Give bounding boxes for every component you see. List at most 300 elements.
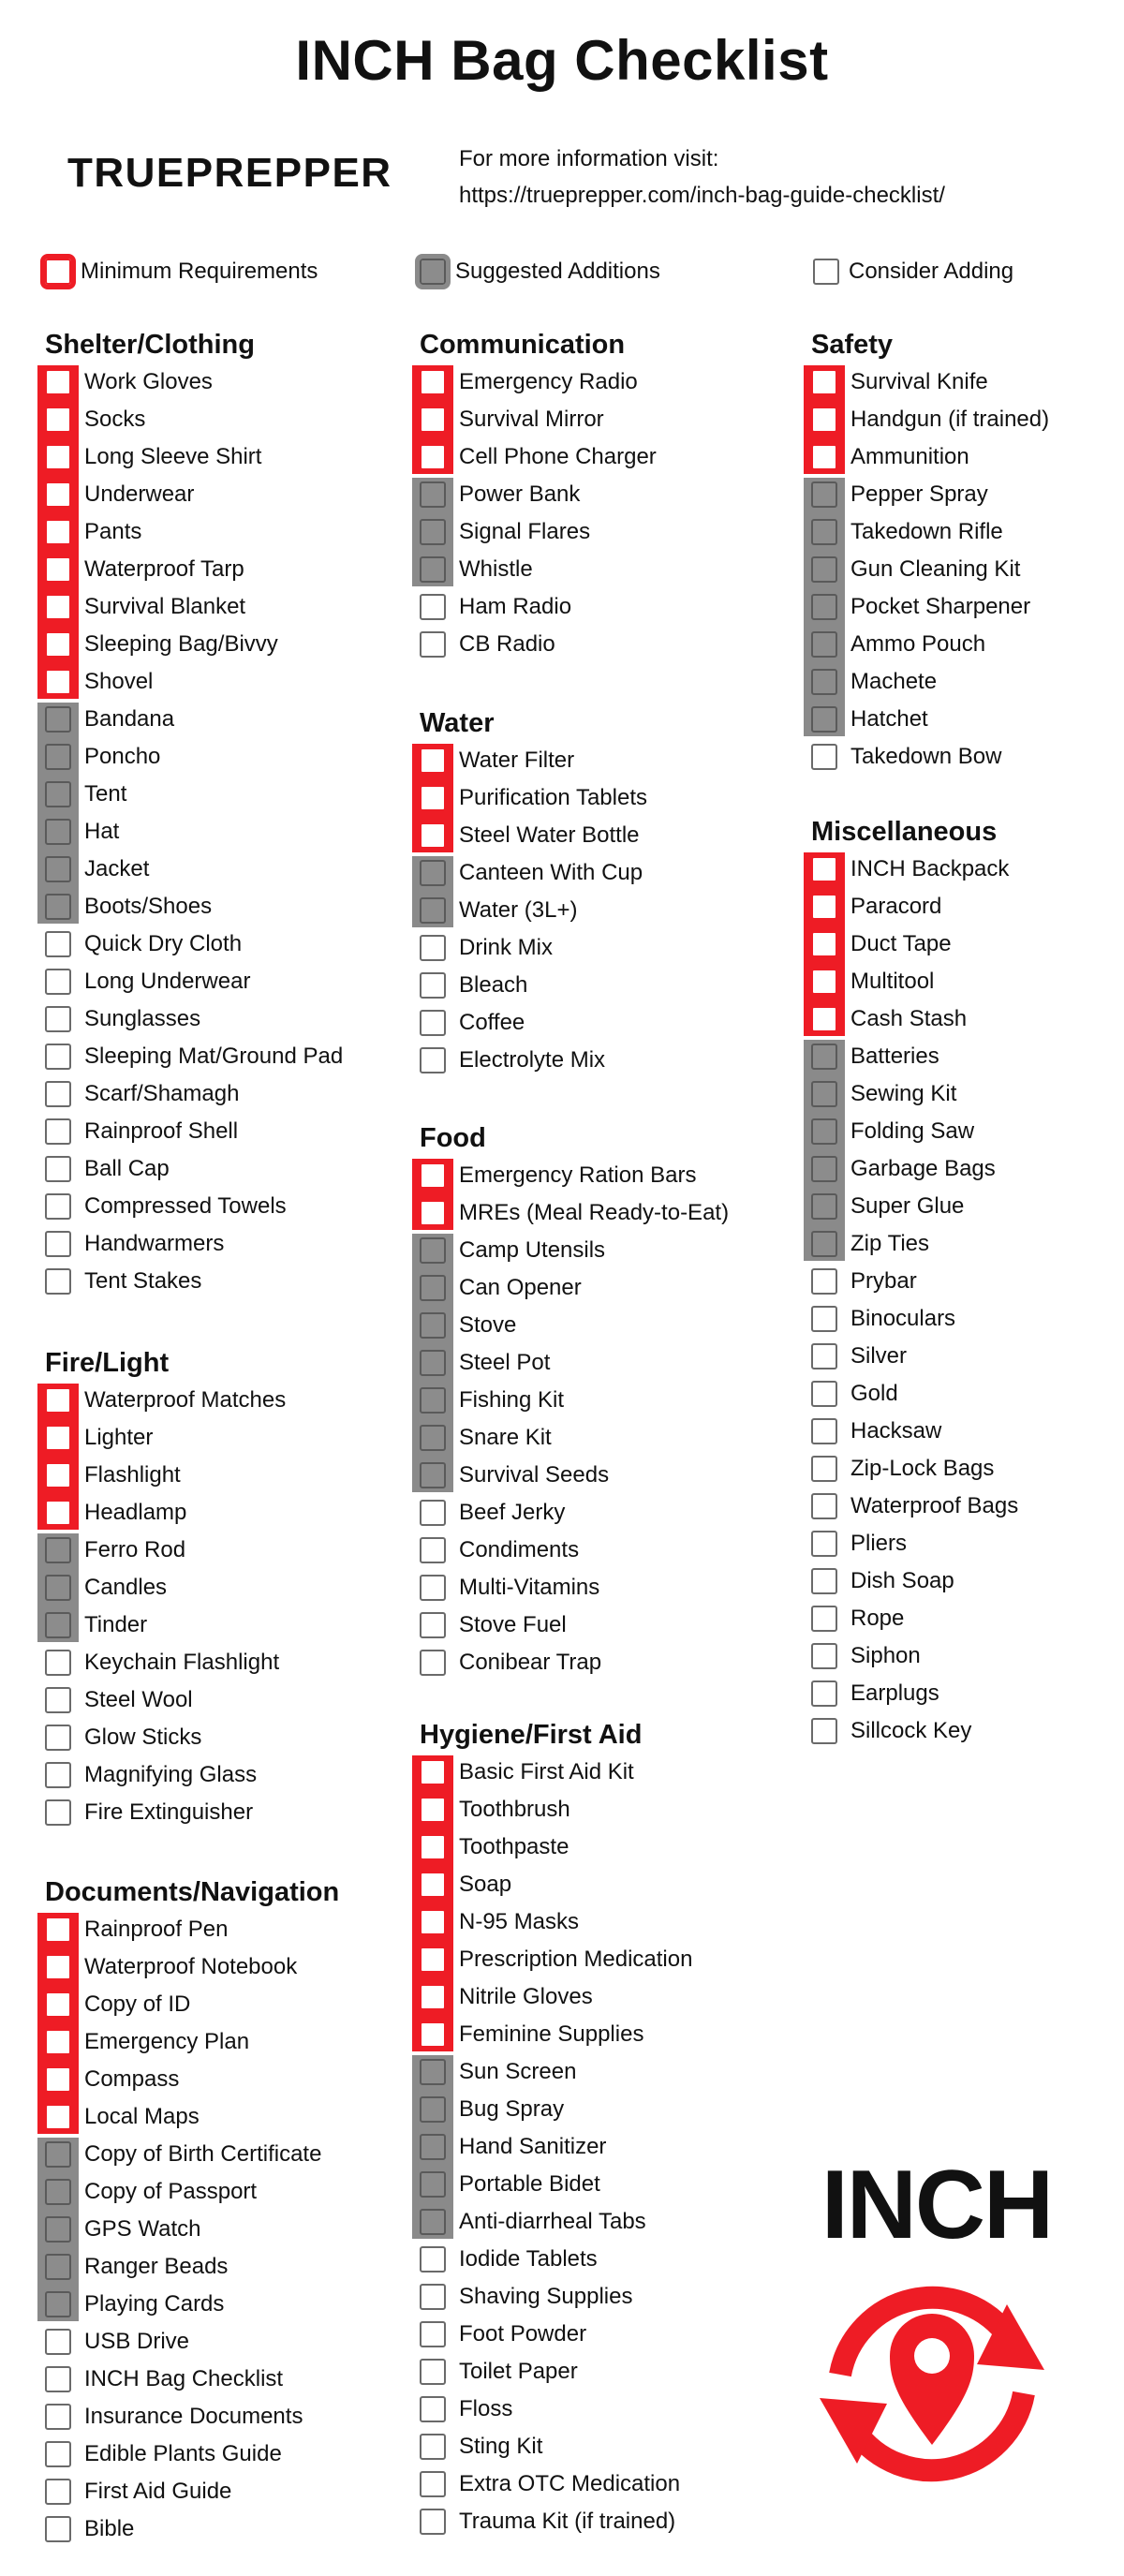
checklist-item[interactable] [37,1419,401,1457]
section [45,1344,401,1831]
checkbox[interactable] [420,2209,446,2235]
checklist-item[interactable] [37,2023,401,2061]
checklist-item[interactable] [37,1038,401,1075]
item-label: Ammunition [850,444,969,469]
checkbox[interactable] [45,931,71,957]
checklist-item[interactable] [412,1157,776,1194]
checklist-item[interactable] [412,1606,776,1644]
checklist-item[interactable] [37,1911,401,1948]
checkbox[interactable] [420,935,446,961]
checklist-item[interactable] [37,2211,401,2248]
checklist-item[interactable] [37,663,401,701]
checklist-item[interactable] [37,1000,401,1038]
checklist-item[interactable] [37,513,401,551]
checkbox[interactable] [45,2216,71,2243]
checkbox[interactable] [811,1568,837,1594]
checklist-item[interactable] [804,1562,1124,1600]
checkbox[interactable] [420,2059,446,2085]
checklist-item[interactable] [37,2061,401,2098]
item-list [37,1382,401,1831]
checklist-item[interactable] [412,2428,776,2465]
checkbox[interactable] [45,1425,71,1451]
checkbox[interactable] [420,594,446,620]
checklist-item[interactable] [412,1232,776,1269]
checkbox[interactable] [420,631,446,658]
checklist-item[interactable] [412,626,776,663]
checkbox[interactable] [45,519,71,545]
checkbox[interactable] [45,1118,71,1145]
checkbox[interactable] [420,1162,446,1189]
checklist-item[interactable] [804,888,1124,925]
checkbox[interactable] [811,1531,837,1557]
checkbox[interactable] [811,894,837,920]
checklist-item[interactable] [804,1675,1124,1712]
checklist-item[interactable] [804,851,1124,888]
checkbox[interactable] [811,444,837,470]
checkbox[interactable] [811,1418,837,1444]
checkbox[interactable] [45,2366,71,2392]
checklist-item[interactable] [804,1113,1124,1150]
checkbox[interactable] [45,1044,71,1070]
checklist-item[interactable] [37,1606,401,1644]
checkbox[interactable] [420,1500,446,1526]
checkbox[interactable] [45,894,71,920]
checklist-item[interactable] [804,1263,1124,1300]
checklist-item[interactable] [37,1569,401,1606]
checkbox[interactable] [45,2029,71,2055]
checkbox[interactable] [45,781,71,807]
checklist-item[interactable] [412,742,776,779]
checklist-item[interactable] [412,401,776,438]
checkbox[interactable] [45,2441,71,2467]
checkbox[interactable] [811,594,837,620]
checkbox[interactable] [420,2471,446,2497]
checkbox[interactable] [811,1044,837,1070]
checklist-item[interactable] [412,967,776,1004]
checklist-item[interactable] [804,1712,1124,1750]
checkbox[interactable] [45,1799,71,1826]
checklist-item[interactable] [37,925,401,963]
checkbox[interactable] [45,1268,71,1295]
checklist-item[interactable] [412,1344,776,1382]
checklist-item[interactable] [412,2203,776,2241]
checklist-item[interactable] [804,1075,1124,1113]
checklist-item[interactable] [804,1450,1124,1488]
checkbox[interactable] [811,556,837,583]
checklist-item[interactable] [412,513,776,551]
checkbox[interactable] [811,1643,837,1669]
checklist-item[interactable] [804,1413,1124,1450]
checkbox[interactable] [420,897,446,924]
checklist-item[interactable] [412,1269,776,1307]
checkbox[interactable] [420,2021,446,2048]
checkbox[interactable] [420,2171,446,2198]
checklist-item[interactable] [37,1532,401,1569]
checkbox[interactable] [45,1500,71,1526]
item-list [412,363,776,663]
checkbox[interactable] [811,1381,837,1407]
checkbox[interactable] [811,1118,837,1145]
checkbox[interactable] [45,2066,71,2093]
checkbox[interactable] [420,2246,446,2273]
checklist-item[interactable] [412,1791,776,1828]
checklist-item[interactable] [37,1719,401,1756]
checkbox[interactable] [420,1010,446,1036]
checklist-item[interactable] [412,476,776,513]
checkbox[interactable] [811,931,837,957]
checklist-item[interactable] [412,1494,776,1532]
checkbox[interactable] [45,1917,71,1943]
checklist-item[interactable] [37,1225,401,1263]
checkbox[interactable] [45,1387,71,1414]
checklist-item[interactable] [37,2248,401,2286]
item-label: Zip-Lock Bags [850,1456,995,1481]
checkbox[interactable] [45,706,71,733]
checklist-item[interactable] [804,1375,1124,1413]
checklist-item[interactable] [412,2465,776,2503]
checklist-item[interactable] [804,1488,1124,1525]
checklist-item[interactable] [37,1150,401,1188]
checklist-item[interactable] [412,438,776,476]
checkbox[interactable] [420,1984,446,2010]
checklist-item[interactable] [37,2098,401,2136]
item-label: Candles [84,1575,168,1600]
checkbox[interactable] [811,1306,837,1332]
checkbox[interactable] [420,1909,446,1935]
checklist-item[interactable] [804,588,1124,626]
checkbox[interactable] [420,1425,446,1451]
checkbox[interactable] [420,407,446,433]
checkbox[interactable] [811,1680,837,1707]
checklist-item[interactable] [412,1532,776,1569]
checklist-item[interactable] [37,401,401,438]
checkbox[interactable] [811,631,837,658]
checkbox[interactable] [420,1872,446,1898]
checkbox[interactable] [420,1947,446,1973]
checklist-item[interactable] [804,738,1124,776]
checkbox[interactable] [420,2284,446,2310]
checkbox[interactable] [420,1834,446,1860]
checkbox[interactable] [420,1612,446,1638]
checkbox[interactable] [420,860,446,886]
checklist-item[interactable] [412,854,776,892]
checkbox[interactable] [45,1725,71,1751]
checklist-item[interactable] [37,588,401,626]
checkbox[interactable] [45,969,71,995]
checkbox[interactable] [420,2359,446,2385]
checklist-item[interactable] [37,2136,401,2173]
checklist-item[interactable] [412,2503,776,2540]
checklist-item[interactable] [804,401,1124,438]
item-label: Socks [84,407,146,432]
checkbox[interactable] [420,1350,446,1376]
checklist-item[interactable] [412,2391,776,2428]
checkbox[interactable] [811,369,837,395]
checkbox[interactable] [45,1612,71,1638]
checklist-item[interactable] [412,588,776,626]
checkbox[interactable] [45,2479,71,2505]
checkbox[interactable] [420,748,446,774]
checkbox[interactable] [811,1081,837,1107]
checkbox[interactable] [45,1650,71,1676]
checklist-item[interactable] [804,1225,1124,1263]
section [811,326,1124,776]
checkbox[interactable] [811,519,837,545]
checklist-item[interactable] [804,1188,1124,1225]
checklist-item[interactable] [37,2398,401,2435]
checkbox[interactable] [420,556,446,583]
checklist-item[interactable] [412,817,776,854]
checkbox[interactable] [45,2291,71,2317]
item-list [412,742,776,1079]
checklist-item[interactable] [412,1978,776,2016]
checkbox[interactable] [811,1193,837,1220]
checklist-item[interactable] [37,1075,401,1113]
checkbox[interactable] [811,1718,837,1744]
checklist-item[interactable] [412,1004,776,1042]
checkbox[interactable] [420,1537,446,1563]
checkbox[interactable] [45,2404,71,2430]
checklist-item[interactable] [37,2323,401,2361]
checkbox[interactable] [45,631,71,658]
checklist-item[interactable] [804,663,1124,701]
checklist-item[interactable] [412,779,776,817]
checkbox[interactable] [420,1200,446,1226]
checklist-item[interactable] [412,1194,776,1232]
checklist-item[interactable] [412,1903,776,1941]
checklist-item[interactable] [804,438,1124,476]
checklist-item[interactable] [804,1525,1124,1562]
checklist-item[interactable] [412,1457,776,1494]
checklist-item[interactable] [412,1941,776,1978]
item-label: Quick Dry Cloth [84,931,243,956]
checklist-item[interactable] [37,1794,401,1831]
checkbox[interactable] [811,1606,837,1632]
checklist-item[interactable] [804,363,1124,401]
checklist-item[interactable] [804,1637,1124,1675]
checkbox[interactable] [420,481,446,508]
checklist-item[interactable] [412,1419,776,1457]
checkbox[interactable] [45,2516,71,2542]
checklist-item[interactable] [412,1382,776,1419]
checklist-item[interactable] [412,2016,776,2053]
checklist-item[interactable] [37,1948,401,1986]
checklist-item[interactable] [412,2091,776,2128]
checkbox[interactable] [420,2509,446,2535]
checklist-item[interactable] [37,1382,401,1419]
checklist-item[interactable] [804,1038,1124,1075]
checkbox[interactable] [420,1312,446,1339]
checklist-item[interactable] [37,776,401,813]
checklist-item[interactable] [37,701,401,738]
checklist-item[interactable] [412,1644,776,1681]
checklist-item[interactable] [37,1457,401,1494]
checkbox[interactable] [45,2179,71,2205]
checkbox[interactable] [420,1650,446,1676]
checklist-item[interactable] [804,626,1124,663]
checkbox[interactable] [45,2254,71,2280]
checkbox[interactable] [420,2434,446,2460]
checkbox[interactable] [811,1343,837,1369]
checkbox[interactable] [45,1156,71,1182]
checklist-item[interactable] [412,2241,776,2278]
checklist-item[interactable] [37,2361,401,2398]
checkbox[interactable] [420,785,446,811]
checkbox[interactable] [811,706,837,733]
checkbox[interactable] [45,407,71,433]
item-label: Toilet Paper [459,2359,578,2384]
checkbox[interactable] [420,369,446,395]
checklist-item[interactable] [412,2053,776,2091]
item-label: Siphon [850,1643,921,1668]
checkbox[interactable] [420,1797,446,1823]
checklist-item[interactable] [37,363,401,401]
checklist-item[interactable] [37,1263,401,1300]
checklist-item[interactable] [412,1042,776,1079]
checklist-item[interactable] [412,1866,776,1903]
checklist-item[interactable] [412,1569,776,1606]
checkbox[interactable] [811,1493,837,1519]
checklist-item[interactable] [412,363,776,401]
checkbox[interactable] [45,1006,71,1032]
checklist-item[interactable] [37,438,401,476]
checklist-item[interactable] [412,929,776,967]
checklist-item[interactable] [37,626,401,663]
checkbox[interactable] [420,1759,446,1785]
checkbox[interactable] [45,1081,71,1107]
checklist-item[interactable] [37,738,401,776]
checklist-item[interactable] [804,1150,1124,1188]
checkbox[interactable] [420,1387,446,1414]
checkbox[interactable] [811,1006,837,1032]
checkbox[interactable] [420,1462,446,1488]
checklist-item[interactable] [37,1986,401,2023]
checkbox[interactable] [811,407,837,433]
item-label: Ball Cap [84,1156,170,1181]
checklist-item[interactable] [37,2473,401,2510]
checkbox[interactable] [811,1456,837,1482]
checklist-item[interactable] [37,1188,401,1225]
checkbox[interactable] [811,1156,837,1182]
checklist-item[interactable] [412,2128,776,2166]
checklist-item[interactable] [412,2278,776,2316]
checklist-item[interactable] [37,1756,401,1794]
checklist-item[interactable] [37,888,401,925]
item-label: Floss [459,2396,513,2421]
checkbox[interactable] [420,1575,446,1601]
checklist-item[interactable] [37,2286,401,2323]
checkbox[interactable] [45,856,71,882]
checklist-item[interactable] [412,1754,776,1791]
checkbox[interactable] [420,2396,446,2422]
checkbox[interactable] [45,2141,71,2168]
checklist-item[interactable] [37,2510,401,2548]
checklist-item[interactable] [804,963,1124,1000]
checkbox[interactable] [811,744,837,770]
checklist-item[interactable] [37,963,401,1000]
checklist-item[interactable] [37,2173,401,2211]
checkbox[interactable] [420,2096,446,2123]
checklist-item[interactable] [412,2166,776,2203]
checkbox[interactable] [420,1237,446,1264]
checklist-item[interactable] [37,1644,401,1681]
checkbox[interactable] [45,1991,71,2018]
checklist-item[interactable] [412,892,776,929]
item-label: Takedown Bow [850,744,1002,769]
checkbox[interactable] [45,1575,71,1601]
checkbox[interactable] [45,2329,71,2355]
checklist-item[interactable] [804,701,1124,738]
info-url[interactable]: https://trueprepper.com/inch-bag-guide-checklist/ [459,183,945,208]
checkbox[interactable] [45,594,71,620]
checkbox[interactable] [420,972,446,999]
checkbox[interactable] [45,1462,71,1488]
checklist-item[interactable] [37,1113,401,1150]
checklist-item[interactable] [37,2435,401,2473]
item-label: Anti-diarrheal Tabs [459,2209,646,2234]
checkbox[interactable] [420,444,446,470]
checkbox[interactable] [45,1954,71,1980]
checklist-item[interactable] [37,813,401,851]
checklist-item[interactable] [37,476,401,513]
checklist-item[interactable] [804,925,1124,963]
checkbox[interactable] [45,1193,71,1220]
checklist-item[interactable] [412,1828,776,1866]
checklist-item[interactable] [37,1681,401,1719]
checklist-item[interactable] [804,1338,1124,1375]
checkbox[interactable] [45,1231,71,1257]
checkbox[interactable] [420,822,446,849]
item-label: MREs (Meal Ready-to-Eat) [459,1200,730,1225]
checkbox[interactable] [420,2321,446,2347]
checklist-item[interactable] [804,1600,1124,1637]
checklist-item[interactable] [412,1307,776,1344]
checklist-item[interactable] [804,476,1124,513]
checkbox[interactable] [420,519,446,545]
checkbox[interactable] [45,481,71,508]
checkbox[interactable] [811,669,837,695]
checklist-item[interactable] [37,551,401,588]
checkbox[interactable] [45,1687,71,1713]
checkbox[interactable] [45,556,71,583]
checklist-item[interactable] [804,1300,1124,1338]
checkbox[interactable] [45,444,71,470]
checklist-item[interactable] [804,1000,1124,1038]
checkbox[interactable] [45,669,71,695]
checkbox[interactable] [811,481,837,508]
checkbox[interactable] [811,1231,837,1257]
checklist-item[interactable] [412,2353,776,2391]
checklist-item[interactable] [37,1494,401,1532]
checkbox[interactable] [811,856,837,882]
checklist-item[interactable] [412,551,776,588]
checklist-item[interactable] [412,2316,776,2353]
checklist-item[interactable] [37,851,401,888]
checkbox[interactable] [811,1268,837,1295]
checkbox[interactable] [45,819,71,845]
checkbox[interactable] [45,744,71,770]
checkbox[interactable] [45,369,71,395]
checkbox[interactable] [811,969,837,995]
checklist-item[interactable] [804,513,1124,551]
checkbox[interactable] [420,2134,446,2160]
checklist-item[interactable] [804,551,1124,588]
checkbox[interactable] [420,1275,446,1301]
checkbox[interactable] [45,1537,71,1563]
checkbox[interactable] [45,2104,71,2130]
checkbox[interactable] [420,1047,446,1073]
checkbox[interactable] [45,1762,71,1788]
